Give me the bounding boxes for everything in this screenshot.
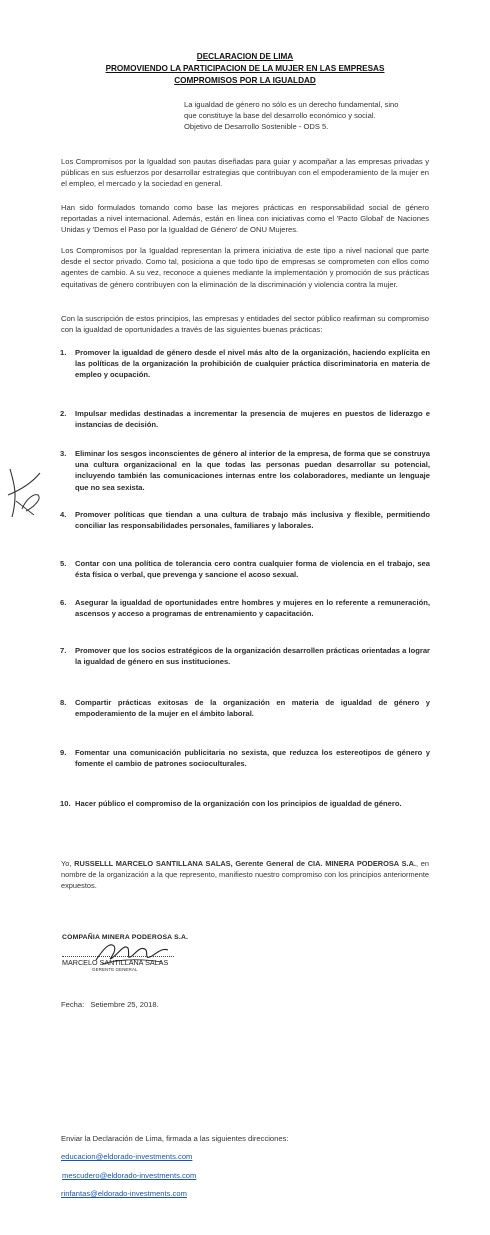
epigraph <box>184 99 434 132</box>
doc-subtitle: PROMOVIENDO LA PARTICIPACION DE LA MUJER EN LAS EMPRESAS <box>105 64 385 73</box>
epigraph-line: Objetivo de Desarrollo Sostenible - ODS 5. <box>184 122 329 131</box>
email-link[interactable]: educacion@eldorado-investments.com <box>61 1152 193 1161</box>
item-number: 8. <box>60 698 67 707</box>
item-number: 4. <box>60 510 67 519</box>
item-text: Promover que los socios estratégicos de la organización desarrollen prácticas orientadas a lograr la igualdad de género en sus instituciones. <box>75 646 430 667</box>
epigraph-line: que constituye la base del desarrollo económico y social. <box>184 111 376 120</box>
paragraph: Los Compromisos por la Igualdad son pautas diseñadas para guiar y acompañar a las empresas privadas y públicas en sus esfuerzos por desarrollar estrategias que contribuyan con el empoderamiento de la mujer en el empleo, el mercado y la sociedad en general. <box>61 157 429 189</box>
item-number: 1. <box>60 348 67 357</box>
item-text: Promover políticas que tiendan a una cultura de trabajo más inclusiva y flexible, permitiendo conciliar las responsabilidades personales, familiares y laborales. <box>75 510 430 531</box>
declaration-prefix: Yo, <box>61 859 75 868</box>
stamp-company: COMPAÑIA MINERA PODEROSA S.A. <box>62 934 189 941</box>
item-number: 5. <box>60 559 67 568</box>
signer-role: GERENTE GENERAL <box>92 967 138 972</box>
signer-name: MARCELO SANTILLANA SALAS <box>62 958 169 967</box>
item-number: 7. <box>60 646 67 655</box>
item-text: Compartir prácticas exitosas de la organización en materia de igualdad de género y empoderamiento de la mujer en el ámbito laboral. <box>75 698 430 719</box>
date-value: Setiembre 25, 2018. <box>90 1000 159 1009</box>
date-label: Fecha: <box>61 1000 85 1009</box>
doc-subtitle-2: COMPROMISOS POR LA IGUALDAD <box>174 76 316 85</box>
email-link[interactable]: mescudero@eldorado-investments.com <box>62 1171 197 1180</box>
margin-initials-icon <box>4 465 46 523</box>
epigraph-line: La igualdad de género no sólo es un derecho fundamental, sino <box>184 100 399 109</box>
declaration-paragraph <box>61 858 429 892</box>
item-number: 3. <box>60 449 67 458</box>
item-text: Impulsar medidas destinadas a incrementar la presencia de mujeres en puestos de liderazgo e instancias de decisión. <box>75 409 430 430</box>
declaration-name: RUSSELLL MARCELO SANTILLANA SALAS, Gerente General de CIA. MINERA PODEROSA S.A. <box>74 859 416 868</box>
item-number: 9. <box>60 748 67 757</box>
signature-line <box>62 956 174 957</box>
item-text: Promover la igualdad de género desde el nivel más alto de la organización, haciendo explícita en las políticas de la organización la prohibición de cualquier práctica discriminatoria en materia de empleo y ocupación. <box>75 348 430 380</box>
paragraph: Han sido formulados tomando como base las mejores prácticas en responsabilidad social de género reportadas a nivel internacional. Además, están en línea con iniciativas como el 'Pacto Global' de Naciones Unidas y 'Demos el Paso por la Igualdad de Género' de ONU Mujeres. <box>61 203 429 235</box>
paragraph: Con la suscripción de estos principios, las empresas y entidades del sector público reafirman su compromiso con la igualdad de oportunidades a través de las siguientes buenas prácticas: <box>61 314 429 335</box>
item-text: Fomentar una comunicación publicitaria no sexista, que reduzca los estereotipos de género y fomente el cambio de patrones socioculturales. <box>75 748 430 769</box>
item-number: 2. <box>60 409 67 418</box>
item-text: Asegurar la igualdad de oportunidades entre hombres y mujeres en lo referente a remuneración, ascensos y acceso a programas de entrenamiento y capacitación. <box>75 598 430 619</box>
date-line <box>61 1000 159 1009</box>
item-text: Contar con una política de tolerancia cero contra cualquier forma de violencia en el trabajo, sea ésta física o verbal, que prevenga y sancione el acoso sexual. <box>75 559 430 580</box>
doc-title: DECLARACION DE LIMA <box>196 52 294 61</box>
item-number: 10. <box>60 799 71 808</box>
item-text: Hacer público el compromiso de la organización con los principios de igualdad de género. <box>75 799 402 808</box>
item-number: 6. <box>60 598 67 607</box>
footer-intro: Enviar la Declaración de Lima, firmada a las siguientes direcciones: <box>61 1134 289 1143</box>
paragraph: Los Compromisos por la Igualdad representan la primera iniciativa de este tipo a nivel nacional que parte desde el sector privado. Como tal, posiciona a que todo tipo de empresas se comprometen con ellos como agentes de cambio. A su vez, reconoce a quienes mediante la implementación y promoción de sus prácticas equitativas de género contribuyen con la eliminación de la discriminación y violencia contra la mujer. <box>61 246 429 289</box>
item-text: Eliminar los sesgos inconscientes de género al interior de la empresa, de forma que se construya una cultura organizacional en la que todas las personas puedan desarrollar su potencial, incluyendo también las comunicaciones internas entre los colaboradores, mediante un lenguaje que no sea sexista. <box>75 449 430 492</box>
declaration-rest: , en nombre de la organización a la que represento, manifiesto nuestro compromiso con los principios anteriormente expuestos. <box>61 859 429 891</box>
email-link[interactable]: rinfantas@eldorado-investments.com <box>61 1189 187 1198</box>
